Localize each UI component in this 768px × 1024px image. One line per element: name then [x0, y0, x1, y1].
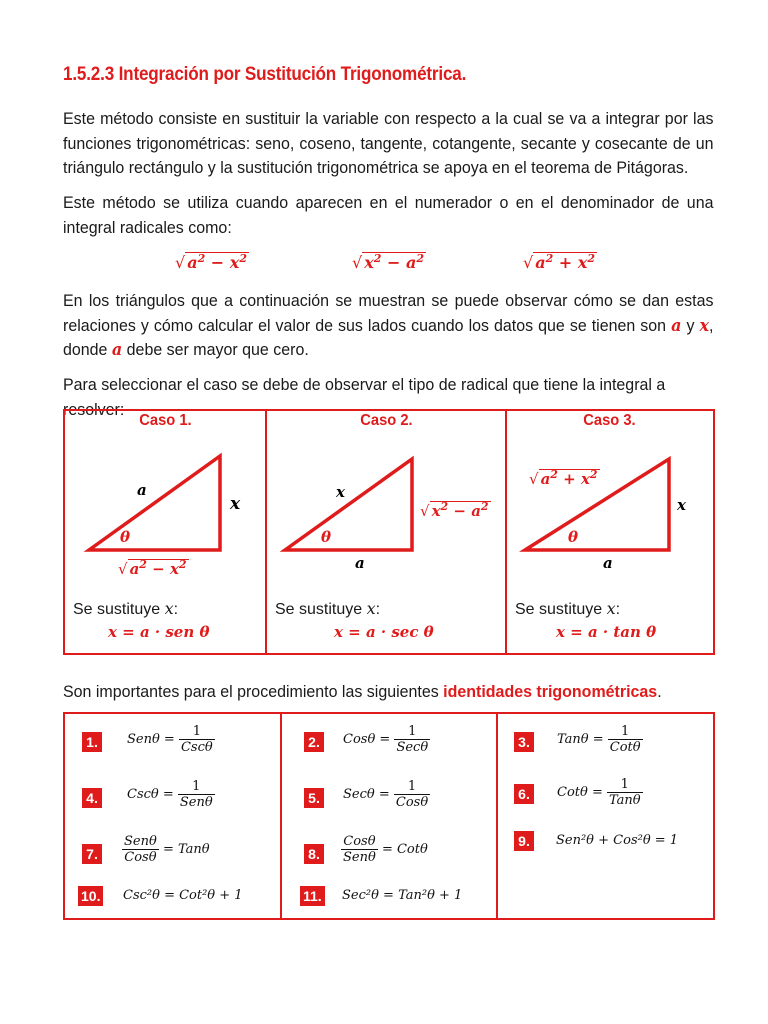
radical-3: √ $a^2 + x^2$	[523, 252, 595, 272]
case-3-angle: θ	[568, 528, 579, 546]
case-2-title: Caso 2.	[360, 412, 413, 429]
identity-5: Secθ = $\frac{1}{\text{Cosθ}}$	[343, 779, 429, 810]
radical-2: √ $x^2 - a^2$	[352, 252, 424, 272]
identity-number: 10.	[78, 886, 103, 906]
case-2-angle: θ	[321, 528, 332, 546]
identity-number: 2.	[304, 732, 324, 752]
case-3-opposite: x	[677, 496, 686, 514]
case-2-adjacent: a	[355, 554, 365, 572]
identities-divider	[496, 712, 498, 920]
case-3-adjacent: a	[603, 554, 613, 572]
case-1-angle: θ	[120, 528, 131, 546]
case-1-opposite: x	[230, 494, 241, 514]
identity-number: 11.	[300, 886, 325, 906]
triangles-paragraph: En los triángulos que a continuación se muestran se puede observar cómo se dan estas relaciones y cómo calcular el valor de sus lados cuando los datos que se tienen son a y x, donde a debe ser mayor que cero.	[63, 291, 714, 360]
identities-intro: Son importantes para el procedimiento las siguientes identidades trigonométricas.	[63, 682, 662, 701]
identity-10: Csc²θ = Cot²θ + 1	[123, 888, 243, 903]
radical-1: √ $a^2 - x^2$	[175, 252, 247, 272]
case-3-formula: x = a · tan θ	[556, 623, 657, 641]
identities-divider	[280, 712, 282, 920]
identity-number: 4.	[82, 788, 102, 808]
select-case-paragraph: Para seleccionar el caso se debe de observar el tipo de radical que tiene la integral a resolver:	[63, 375, 666, 419]
case-1-adjacent: √ $a^2 - x^2$	[118, 558, 187, 578]
case-2-formula: x = a · sec θ	[334, 623, 434, 641]
case-3-subst-label: Se sustituye x:	[515, 599, 621, 618]
identity-4: Cscθ = $\frac{1}{\text{Senθ}}$	[127, 779, 213, 810]
identity-11: Sec²θ = Tan²θ + 1	[342, 888, 463, 903]
identity-3: Tanθ = $\frac{1}{\text{Cotθ}}$	[557, 724, 641, 755]
case-2-opposite: √ $x^2 - a^2$	[420, 500, 489, 520]
case-1-subst-label: Se sustituye x:	[73, 599, 179, 618]
identity-6: Cotθ = $\frac{1}{\text{Tanθ}}$	[557, 777, 641, 808]
identity-1: Senθ = $\frac{1}{\text{Cscθ}}$	[127, 724, 213, 755]
identity-number: 3.	[514, 732, 534, 752]
identity-number: 9.	[514, 831, 534, 851]
case-1-formula: x = a · sen θ	[108, 623, 210, 641]
identity-number: 5.	[304, 788, 324, 808]
case-2-hypotenuse: x	[336, 483, 345, 501]
identity-number: 7.	[82, 844, 102, 864]
case-1-hypotenuse: a	[137, 481, 147, 499]
intro-paragraph: Este método consiste en sustituir la variable con respecto a la cual se va a integrar por las funciones trigonométricas: seno, coseno, tangente, cotangente, secante y cosecante de un triángulo rectángulo y la sustitución trigonométrica se apoya en el teorema de Pitágoras.	[63, 109, 714, 177]
identity-9: Sen²θ + Cos²θ = 1	[556, 833, 679, 848]
identity-7: $\frac{\text{Senθ}}{\text{Cosθ}}$ = Tanθ	[124, 834, 210, 865]
identity-number: 1.	[82, 732, 102, 752]
case-3-hypotenuse: √ $a^2 + x^2$	[529, 468, 598, 488]
radicals-paragraph: Este método se utiliza cuando aparecen en el numerador o en el denominador de una integral radicales como:	[63, 193, 714, 237]
case-2-subst-label: Se sustituye x:	[275, 599, 381, 618]
identity-number: 6.	[514, 784, 534, 804]
section-title: 1.5.2.3 Integración por Sustitución Trigonométrica.	[63, 64, 467, 85]
case-1-title: Caso 1.	[139, 412, 192, 429]
identity-2: Cosθ = $\frac{1}{\text{Secθ}}$	[343, 724, 429, 755]
identity-8: $\frac{\text{Cosθ}}{\text{Senθ}}$ = Cotθ	[343, 834, 428, 865]
case-3-title: Caso 3.	[583, 412, 636, 429]
identity-number: 8.	[304, 844, 324, 864]
